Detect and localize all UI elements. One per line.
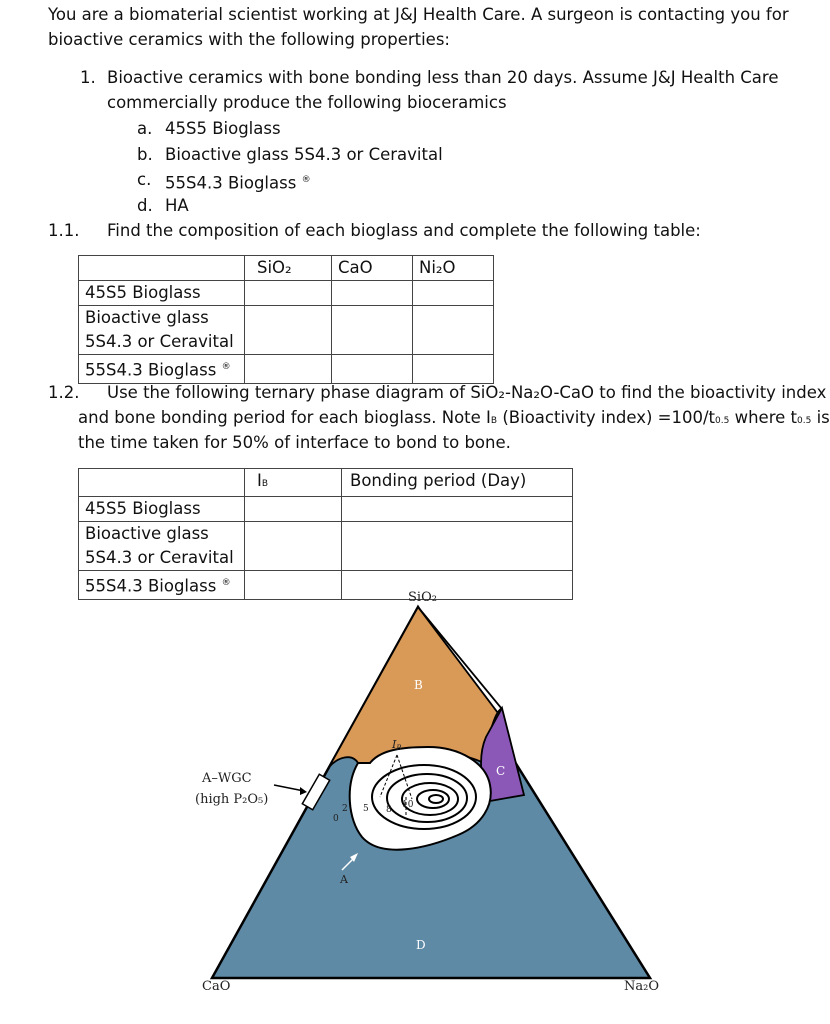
table1-header-cao: CaO xyxy=(332,256,413,281)
option-d-text: HA xyxy=(165,196,189,215)
ternary-phase-diagram xyxy=(190,585,690,1005)
registered-mark: ® xyxy=(301,175,311,185)
item-1-number: 1. xyxy=(80,68,96,87)
option-c-letter: c. xyxy=(137,170,152,189)
q11-number: 1.1. xyxy=(48,221,80,240)
region-a-label: A xyxy=(340,873,348,886)
table1-header-ni2o: Ni₂O xyxy=(413,256,494,281)
table2-header-ib: IB xyxy=(245,469,342,497)
apex-sio2-label: SiO₂ xyxy=(408,590,437,605)
contour-label-10: 10 xyxy=(402,800,414,810)
table1-cell[interactable] xyxy=(413,355,494,384)
table1-cell[interactable] xyxy=(332,281,413,306)
table2-cell[interactable] xyxy=(342,497,573,522)
table2-row-label: 55S4.3 Bioglass ® xyxy=(79,571,245,600)
table1-cell[interactable] xyxy=(413,281,494,306)
table1-cell[interactable] xyxy=(332,355,413,384)
table1-cell[interactable] xyxy=(413,306,494,355)
table1-cell[interactable] xyxy=(245,355,332,384)
awgc-arrow-head xyxy=(300,787,307,795)
table2-cell[interactable] xyxy=(245,497,342,522)
intro-line-1: You are a biomaterial scientist working at J&J Health Care. A surgeon is contacting you for xyxy=(48,5,789,24)
q11-text: Find the composition of each bioglass and complete the following table: xyxy=(107,221,701,240)
q12-number: 1.2. xyxy=(48,383,80,402)
option-c-text: 55S4.3 Bioglass ® xyxy=(165,173,311,193)
item-1-line-2: commercially produce the following bioceramics xyxy=(107,93,507,112)
table2-cell[interactable] xyxy=(342,522,573,571)
table1-header-sio2: SiO₂ xyxy=(245,256,332,281)
bioactivity-table xyxy=(78,468,573,600)
composition-table xyxy=(78,255,494,384)
option-a-text: 45S5 Bioglass xyxy=(165,119,281,138)
awgc-label-line2: (high P₂O₅) xyxy=(195,792,269,807)
table2-corner-cell xyxy=(79,469,245,497)
table1-corner-cell xyxy=(79,256,245,281)
contour-label-8: 8 xyxy=(386,805,392,815)
contour-label-2: 2 xyxy=(342,804,348,814)
table2-header-period: Bonding period (Day) xyxy=(342,469,573,497)
awgc-label-line1: A–WGC xyxy=(202,771,252,786)
item-1-line-1: Bioactive ceramics with bone bonding less than 20 days. Assume J&J Health Care xyxy=(107,68,779,87)
apex-na2o-label: Na₂O xyxy=(624,979,659,994)
option-a-letter: a. xyxy=(137,119,153,138)
intro-line-2: bioactive ceramics with the following properties: xyxy=(48,30,450,49)
region-b-label: B xyxy=(414,678,423,692)
table2-row-label: 45S5 Bioglass xyxy=(79,497,245,522)
table1-row-label: 55S4.3 Bioglass ® xyxy=(79,355,245,384)
region-d-label: D xyxy=(416,938,426,952)
table1-cell[interactable] xyxy=(245,281,332,306)
table1-cell[interactable] xyxy=(245,306,332,355)
contour-label-5: 5 xyxy=(363,804,369,814)
table1-cell[interactable] xyxy=(332,306,413,355)
contour-label-0: 0 xyxy=(333,814,339,824)
option-b-text: Bioactive glass 5S4.3 or Ceravital xyxy=(165,145,443,164)
table2-row-label: Bioactive glass 5S4.3 or Ceravital xyxy=(79,522,245,571)
awgc-arrow xyxy=(274,785,304,791)
table1-row-label: Bioactive glass 5S4.3 or Ceravital xyxy=(79,306,245,355)
q12-line-3: the time taken for 50% of interface to bond to bone. xyxy=(78,433,511,452)
q12-line-2: and bone bonding period for each bioglass. Note IB (Bioactivity index) =100/t0.5 where t0.5 is xyxy=(78,408,830,427)
apex-cao-label: CaO xyxy=(202,979,231,994)
region-c-label: C xyxy=(496,764,506,778)
q12-line-1: Use the following ternary phase diagram of SiO₂-Na₂O-CaO to find the bioactivity index xyxy=(107,383,827,402)
table1-row-label: 45S5 Bioglass xyxy=(79,281,245,306)
option-b-letter: b. xyxy=(137,145,153,164)
ib-label: IB xyxy=(392,738,402,752)
option-d-letter: d. xyxy=(137,196,153,215)
table2-cell[interactable] xyxy=(245,522,342,571)
